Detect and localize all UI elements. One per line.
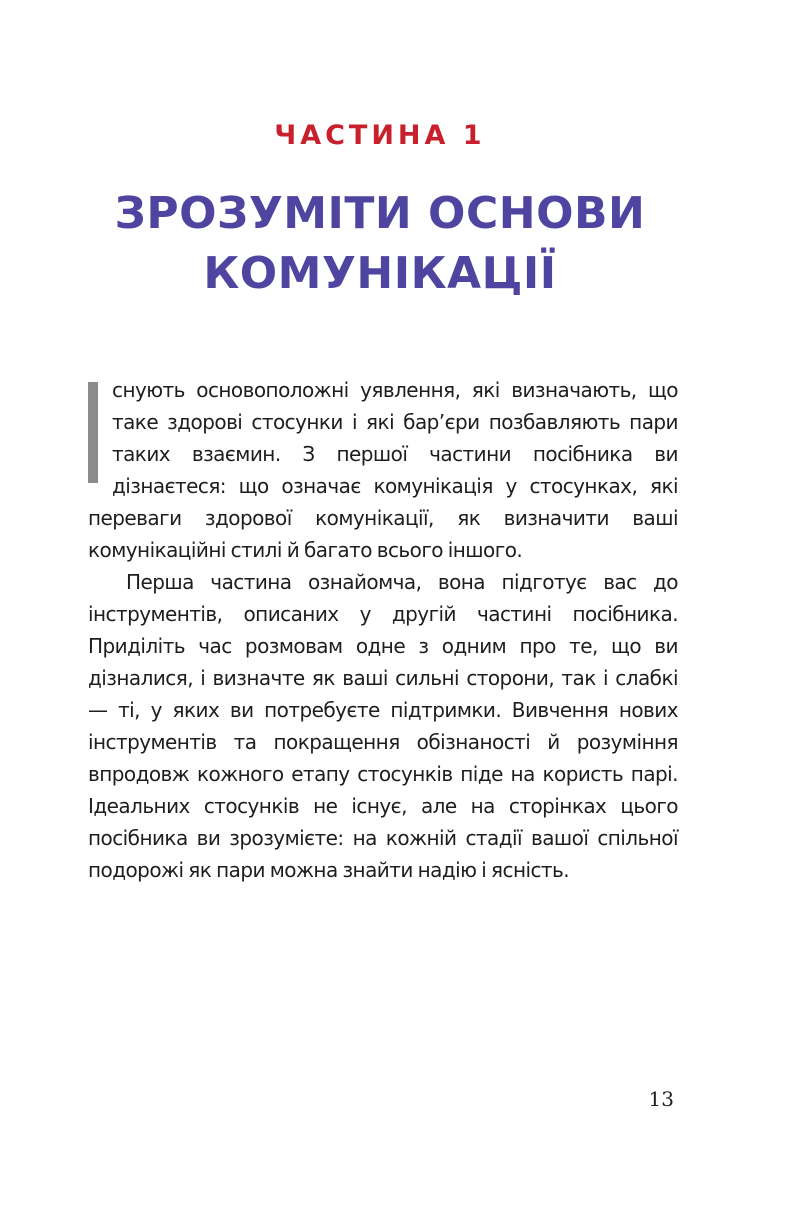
chapter-title bbox=[0, 184, 760, 304]
paragraph-1 bbox=[88, 374, 678, 566]
chapter-title-line-1: ЗРОЗУМІТИ ОСНОВИ bbox=[114, 188, 646, 239]
drop-cap bbox=[88, 382, 98, 483]
body-text bbox=[88, 374, 678, 886]
chapter-title-line-2: КОМУНІКАЦІЇ bbox=[203, 248, 557, 299]
paragraph-1-text: снують основоположні уявлення, які визначають, що таке здорові стосунки і які бар’єри позбавляють пари таких взаємин. З першої частини посібника ви дізнаєтеся: що означає комунікація у стосунках, які переваги здорової комунікації, як визначити ваші комунікаційні стилі й багато всього іншого. bbox=[88, 378, 678, 562]
part-label: ЧАСТИНА 1 bbox=[274, 120, 486, 151]
paragraph-2: Перша частина ознайомча, вона підготує вас до інструментів, описаних у другій частині посібника. Приділіть час розмовам одне з одним про те, що ви дізналися, і визначте як ваші сильні сторони, так і слабкі — ті, у яких ви потребуєте підтримки. Вивчення нових інструментів та покращення обізнаності й розуміння впродовж кожного етапу стосунків піде на користь парі. Ідеальних стосунків не існує, але на сторінках цього посібника ви зрозумієте: на кожній стадії вашої спільної подорожі як пари можна знайти надію і ясність. bbox=[88, 570, 678, 882]
page-number: 13 bbox=[648, 1087, 674, 1111]
